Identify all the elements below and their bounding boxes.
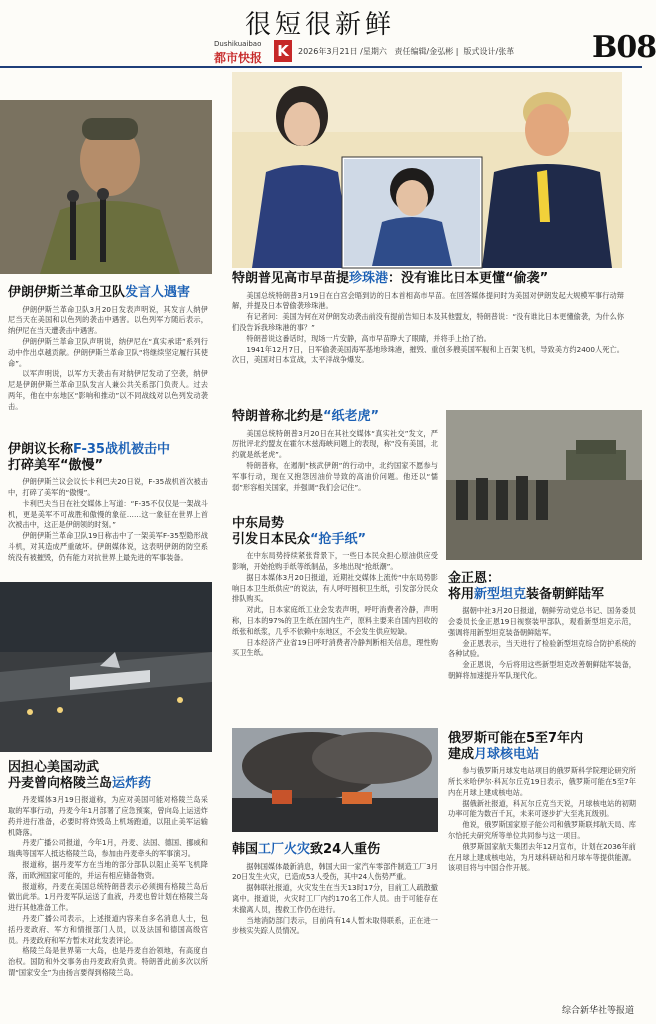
article-body-a1: 伊朗伊斯兰革命卫队3月20日发表声明说，其发言人纳伊尼当天在美国和以色列的袭击中遇害。以色列军方随后表示，纳伊尼在当天遭袭击中遇害。 伊朗伊斯兰革命卫队声明说，纳伊尼在“真实承诺”系列行动中作出卓越贡献。伊朗伊斯兰革命卫队“将继续坚定履行其使命”。 以军声明说，以军方天袭击有对纳伊尼发动了空袭，纳伊尼是伊朗伊斯兰革命卫队发言人兼公共关系部门负责人。过去两年，他在中东地区“影响和推动”以不同战线对以色列发动袭击。 (8, 304, 208, 411)
page-number: B08 (592, 30, 656, 65)
article-body-a2: 伊朗伊斯兰议会议长卡利巴夫20日说，F-35战机首次被击中，打碎了美军的“傲慢”。 卡利巴夫当日在社交媒体上写道：“F-35不仅仅是一架战斗机，更是美军不可战胜和傲慢的象征……这一象征在世界上首次被击中，这正是伊朗领的时刻。” 伊朗伊斯兰革命卫队19日称击中了一架美军F-35型隐形战斗机，对其造成严重破坏。伊朗媒体说，这表明伊朗的防空系统没有被摧毁，仍有能力对抗世界上最先进的军事装备。 (8, 477, 208, 562)
headline-a3: 因担心美国动武 丹麦曾向格陵兰岛运炸药 (8, 760, 152, 791)
photo-kim-tanks (446, 410, 642, 560)
masthead-meta: 2026年3月21日 /星期六 责任编辑/金弘彬 | 版式设计/张革 (298, 47, 515, 56)
headline-a1: 伊朗伊斯兰革命卫队发言人遇害 (8, 285, 191, 300)
source-credit: 综合新华社等报道 (561, 1006, 634, 1016)
headline-a4: 特朗普见高市早苗提珍珠港：没有谁比日本更懂“偷袭” (232, 271, 549, 286)
newspaper-logo (214, 40, 270, 66)
article-body-a4: 美国总统特朗普3月19日在白宫会晤到访的日本首相高市早苗。在回答媒体提问时为美国对伊朗发起大规模军事行动辩解，并提及日本曾偷袭珍珠港。 有记者问：美国为何在对伊朗发动袭击前没有提前告知日本及其他盟友，特朗普说：“没有谁比日本更懂偷袭，为什么你们没告诉我珍珠港的事？” 特朗普说这番话时，现场一片安静，高市早苗睁大了眼睛，并将手上抬了抬。 1941年12月7日，日军偷袭美国海军基地珍珠港，摧毁、重创多艘美国军舰和上百架飞机，导致美方约2400人死亡。次日，美国对日本宣战，太平洋战争爆发。 (232, 290, 624, 365)
article-body-a9: 参与俄罗斯月球发电站项目的俄罗斯科学院理论研究所所长米哈伊尔·科瓦尔丘克19日表示，俄罗斯可能在5至7年内在月球上建成核电站。 据俄新社报道，科瓦尔丘克当天说，月球核电站的初期功率可能为数百千瓦，未来可逐步扩大至兆瓦级别。 他说，俄罗斯国家原子能公司和俄罗斯联邦航天局、库尔恰托夫研究所等单位共同参与这一项目。 俄罗斯国家航天集团去年12月宣布，计划在2036年前在月球上建成核电站，为月球科研站和月球车等提供能源。该项目将与中国合作开展。 (448, 766, 636, 873)
editor-credit: 责任编辑/金弘彬 (394, 47, 454, 56)
headline-a2: 伊朗议长称F-35战机被击中 打碎美军“傲慢” (8, 442, 170, 473)
article-body-a8: 据朝中社3月20日报道，朝鲜劳动党总书记、国务委员会委员长金正恩19日视察装甲部队，观看新型坦克示范，强调将用新型坦克装备朝鲜陆军。 金正恩表示，当天进行了检验新型坦克综合防护系统的各种试验。 金正恩说，今后将用这些新型坦克改善朝鲜陆军装备，朝鲜将加速提升军队现代化。 (448, 606, 636, 680)
photo-trump-takaichi (232, 72, 622, 268)
logo-name: 都市快报 (214, 51, 263, 65)
photo-korea-factory-fire (232, 728, 438, 832)
section-title: 很短很新鲜 (244, 10, 395, 40)
headline-a7: 韩国工厂火灾致24人重伤 (232, 842, 381, 857)
article-body-a6: 在中东局势持续紧张背景下，一些日本民众担心原油供应受影响，开始抢购手纸等纸制品，多地出现“抢纸潮”。 据日本媒体3月20日报道，近期社交媒体上流传“中东局势影响日本卫生纸供应”的说法，有人呼吁囤积卫生纸，引发部分民众排队购买。 对此，日本家庭纸工业会发表声明，呼吁消费者冷静，声明称，日本的97%的卫生纸在国内生产，原料主要来自国内回收的纸张和纸浆，几乎不依赖中东地区，不会发生供应短缺。 日本经济产业省19日呼吁消费者冷静判断相关信息，理性购买卫生纸。 (232, 551, 438, 658)
article-body-a7: 据韩国媒体最新消息，韩国大田一家汽车零部件制造工厂3月20日发生火灾，已造成53人受伤，其中24人伤势严重。 据韩联社报道，火灾发生在当天13时17分，目前工人疏散撤离中。报道说，火灾时工厂内约170名工作人员。由于可能存在未撤离人员，搜救工作仍在进行。 当地消防部门表示，目前尚有14人暂未取得联系，正在进一步核实失踪人员情况。 (232, 861, 438, 936)
photo-greenland-airport (0, 582, 212, 752)
headline-a8: 金正恩： 将用新型坦克装备朝鲜陆军 (448, 571, 605, 602)
designer-credit: 版式设计/张革 (463, 47, 515, 56)
headline-a9: 俄罗斯可能在5至7年内 建成月球核电站 (448, 731, 584, 762)
logo-mark-icon: K (274, 40, 292, 62)
masthead-rule (0, 66, 642, 68)
article-body-a5: 美国总统特朗普3月20日在其社交媒体“真实社交”发文，严厉批评北约盟友在霍尔木兹海峡问题上的表现，称“没有美国，北约就是纸老虎”。 特朗普称，在遏制“核武伊朗”的行动中，北约国家不愿参与军事行动，现在又抱怨因油价导致的高油价问题。他还以“懦弱”形容相关国家，并强调“我们会记住”。 (232, 428, 438, 492)
article-body-a3: 丹麦媒体3月19日报道称，为应对美国可能对格陵兰岛采取的军事行动，丹麦今年1月部署了应急预案，曾向岛上运送炸药并进行准备，必要时将炸毁岛上机场跑道，以阻止美军运输机降落。 丹麦广播公司报道，今年1月，丹麦、法国、德国、挪威和瑞典等国军人抵达格陵兰岛，参加由丹麦牵头的军事演习。 报道称，据丹麦军方在当地的部分部队以阻止美军飞机降落，而欧洲国家可能的，并运有相应储备物资。 报道称，丹麦在美国总统特朗普表示必须拥有格陵兰岛后做出此举。1月丹麦军队运送了血液，丹麦也曾计划在格陵兰岛进行其他准备工作。 丹麦广播公司表示，上述报道内容来自多名消息人士，包括丹麦政府、军方和情报部门人员，以及法国和德国高级官员。丹麦政府和军方暂未对此发表评论。 格陵兰岛是世界第一大岛，也是丹麦自治领地，有高度自治权。国防和外交事务由丹麦政府负责。特朗普此前多次以所谓“国家安全”为由扬言要得到格陵兰岛。 (8, 795, 208, 977)
headline-a5: 特朗普称北约是“纸老虎” (232, 409, 380, 424)
headline-a6: 中东局势 引发日本民众“抢手纸” (232, 516, 367, 547)
photo-irgc-spokesman (0, 100, 212, 274)
logo-pinyin: Dushikuaibao (214, 40, 262, 48)
date-line: 2026年3月21日 /星期六 (298, 47, 387, 56)
